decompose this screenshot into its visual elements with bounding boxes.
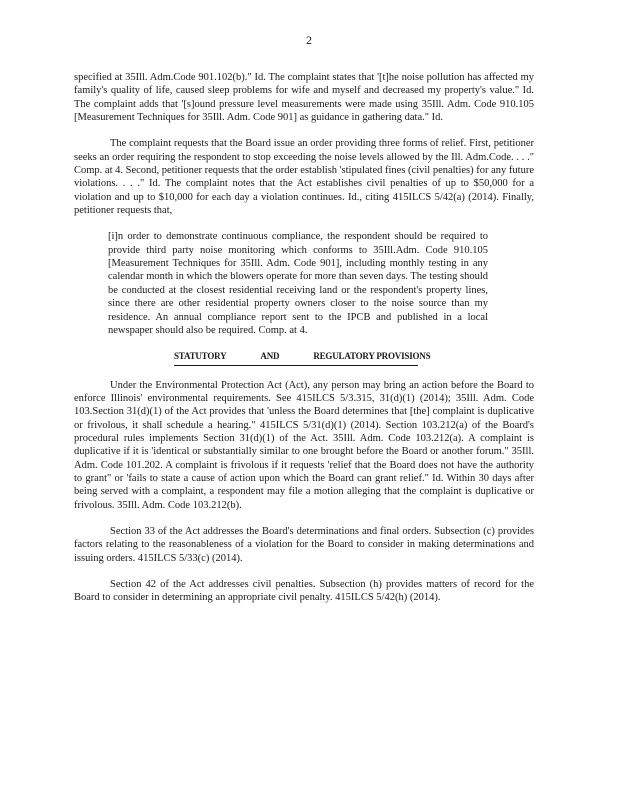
block-quote: [i]n order to demonstrate continuous compliance, the respondent should be required to provide third party noise monitoring which conforms to 35Ill.Adm. Code 910.105 [Measurement Techniques for 35Ill. Adm. Code 901], including monthly testing in any calendar month in which the blowers operate for more than seven days. The testing should be conducted at the closest residential receiving land or the respondent's property lines, since there are other residential property owners closer to the noise source than my residence. An annual compliance report sent to the IPCB and published in a local newspaper should also be required. Comp. at 4. [108, 231, 488, 336]
page-number: 2 [306, 33, 312, 47]
heading-word-and: AND [260, 351, 280, 362]
paragraph-relief-requests: The complaint requests that the Board issue an order providing three forms of relief. First, petitioner seeks an order requiring the respondent to stop exceeding the noise levels allowed by the Ill. Adm.Code. . . ." Comp. at 4. Second, petitioner requests that the order establish 'stipulated fines (civil penalties) for any future violations. . . ." Id. The complaint notes that the Act establishes civil penalties of up to $50,000 for a violation and up to $10,000 for each day a violation continues. Id., citing 415ILCS 5/42(a) (2014). Finally, petitioner requests that, [74, 138, 534, 217]
heading-word-regulatory: REGULATORY PROVISIONS [313, 351, 431, 362]
paragraph-section-33: Section 33 of the Act addresses the Board's determinations and final orders. Subsection (c) provides factors relating to the reasonableness of a violation for the Board to consider in making determinations and issuing orders. 415ILCS 5/33(c) (2014). [74, 525, 534, 564]
paragraph-section-42: Section 42 of the Act addresses civil penalties. Subsection (h) provides matters of record for the Board to consider in determining an appropriate civil penalty. 415ILCS 5/42(h) (2014). [74, 579, 534, 604]
document-body [74, 71, 534, 605]
heading-word-statutory: STATUTORY [174, 351, 227, 362]
section-heading [174, 350, 431, 365]
paragraph-continuation: specified at 35Ill. Adm.Code 901.102(b)." Id. The complaint states that '[t]he noise pollution has affected my family's quality of life, caused sleep problems for wife and myself and decreased my property's value." Id. The complaint adds that '[s]ound pressure level measurements were made using 35Ill. Adm. Code 910.105 [Measurement Techniques for 35Ill. Adm. Code 901] as guidance in gathering data." Id. [74, 72, 534, 124]
paragraph-environmental-act: Under the Environmental Protection Act (Act), any person may bring an action before the Board to enforce Illinois' environmental requirements. See 415ILCS 5/3.315, 31(d)(1) (2014); 35Ill. Adm. Code 103.Section 31(d)(1) of the Act provides that 'unless the Board determines that [the] complaint is duplicative or frivolous, it shall schedule a hearing." 415ILCS 5/31(d)(1) (2014). Section 103.212(a) of the Board's procedural rules implements Section 31(d)(1) of the Act. 35Ill. Adm. Code 103.212(a). A complaint is duplicative if it is 'identical or substantially similar to one brought before the Board or another forum." 35Ill. Adm. Code 101.202. A complaint is frivolous if it requests 'relief that the Board does not have the authority to grant" or 'fails to state a cause of action upon which the Board can grant relief." Id. Within 30 days after being served with a complaint, a respondent may file a motion alleging that the complaint is duplicative or frivolous. 35Ill. Adm. Code 103.212(b). [74, 379, 534, 511]
